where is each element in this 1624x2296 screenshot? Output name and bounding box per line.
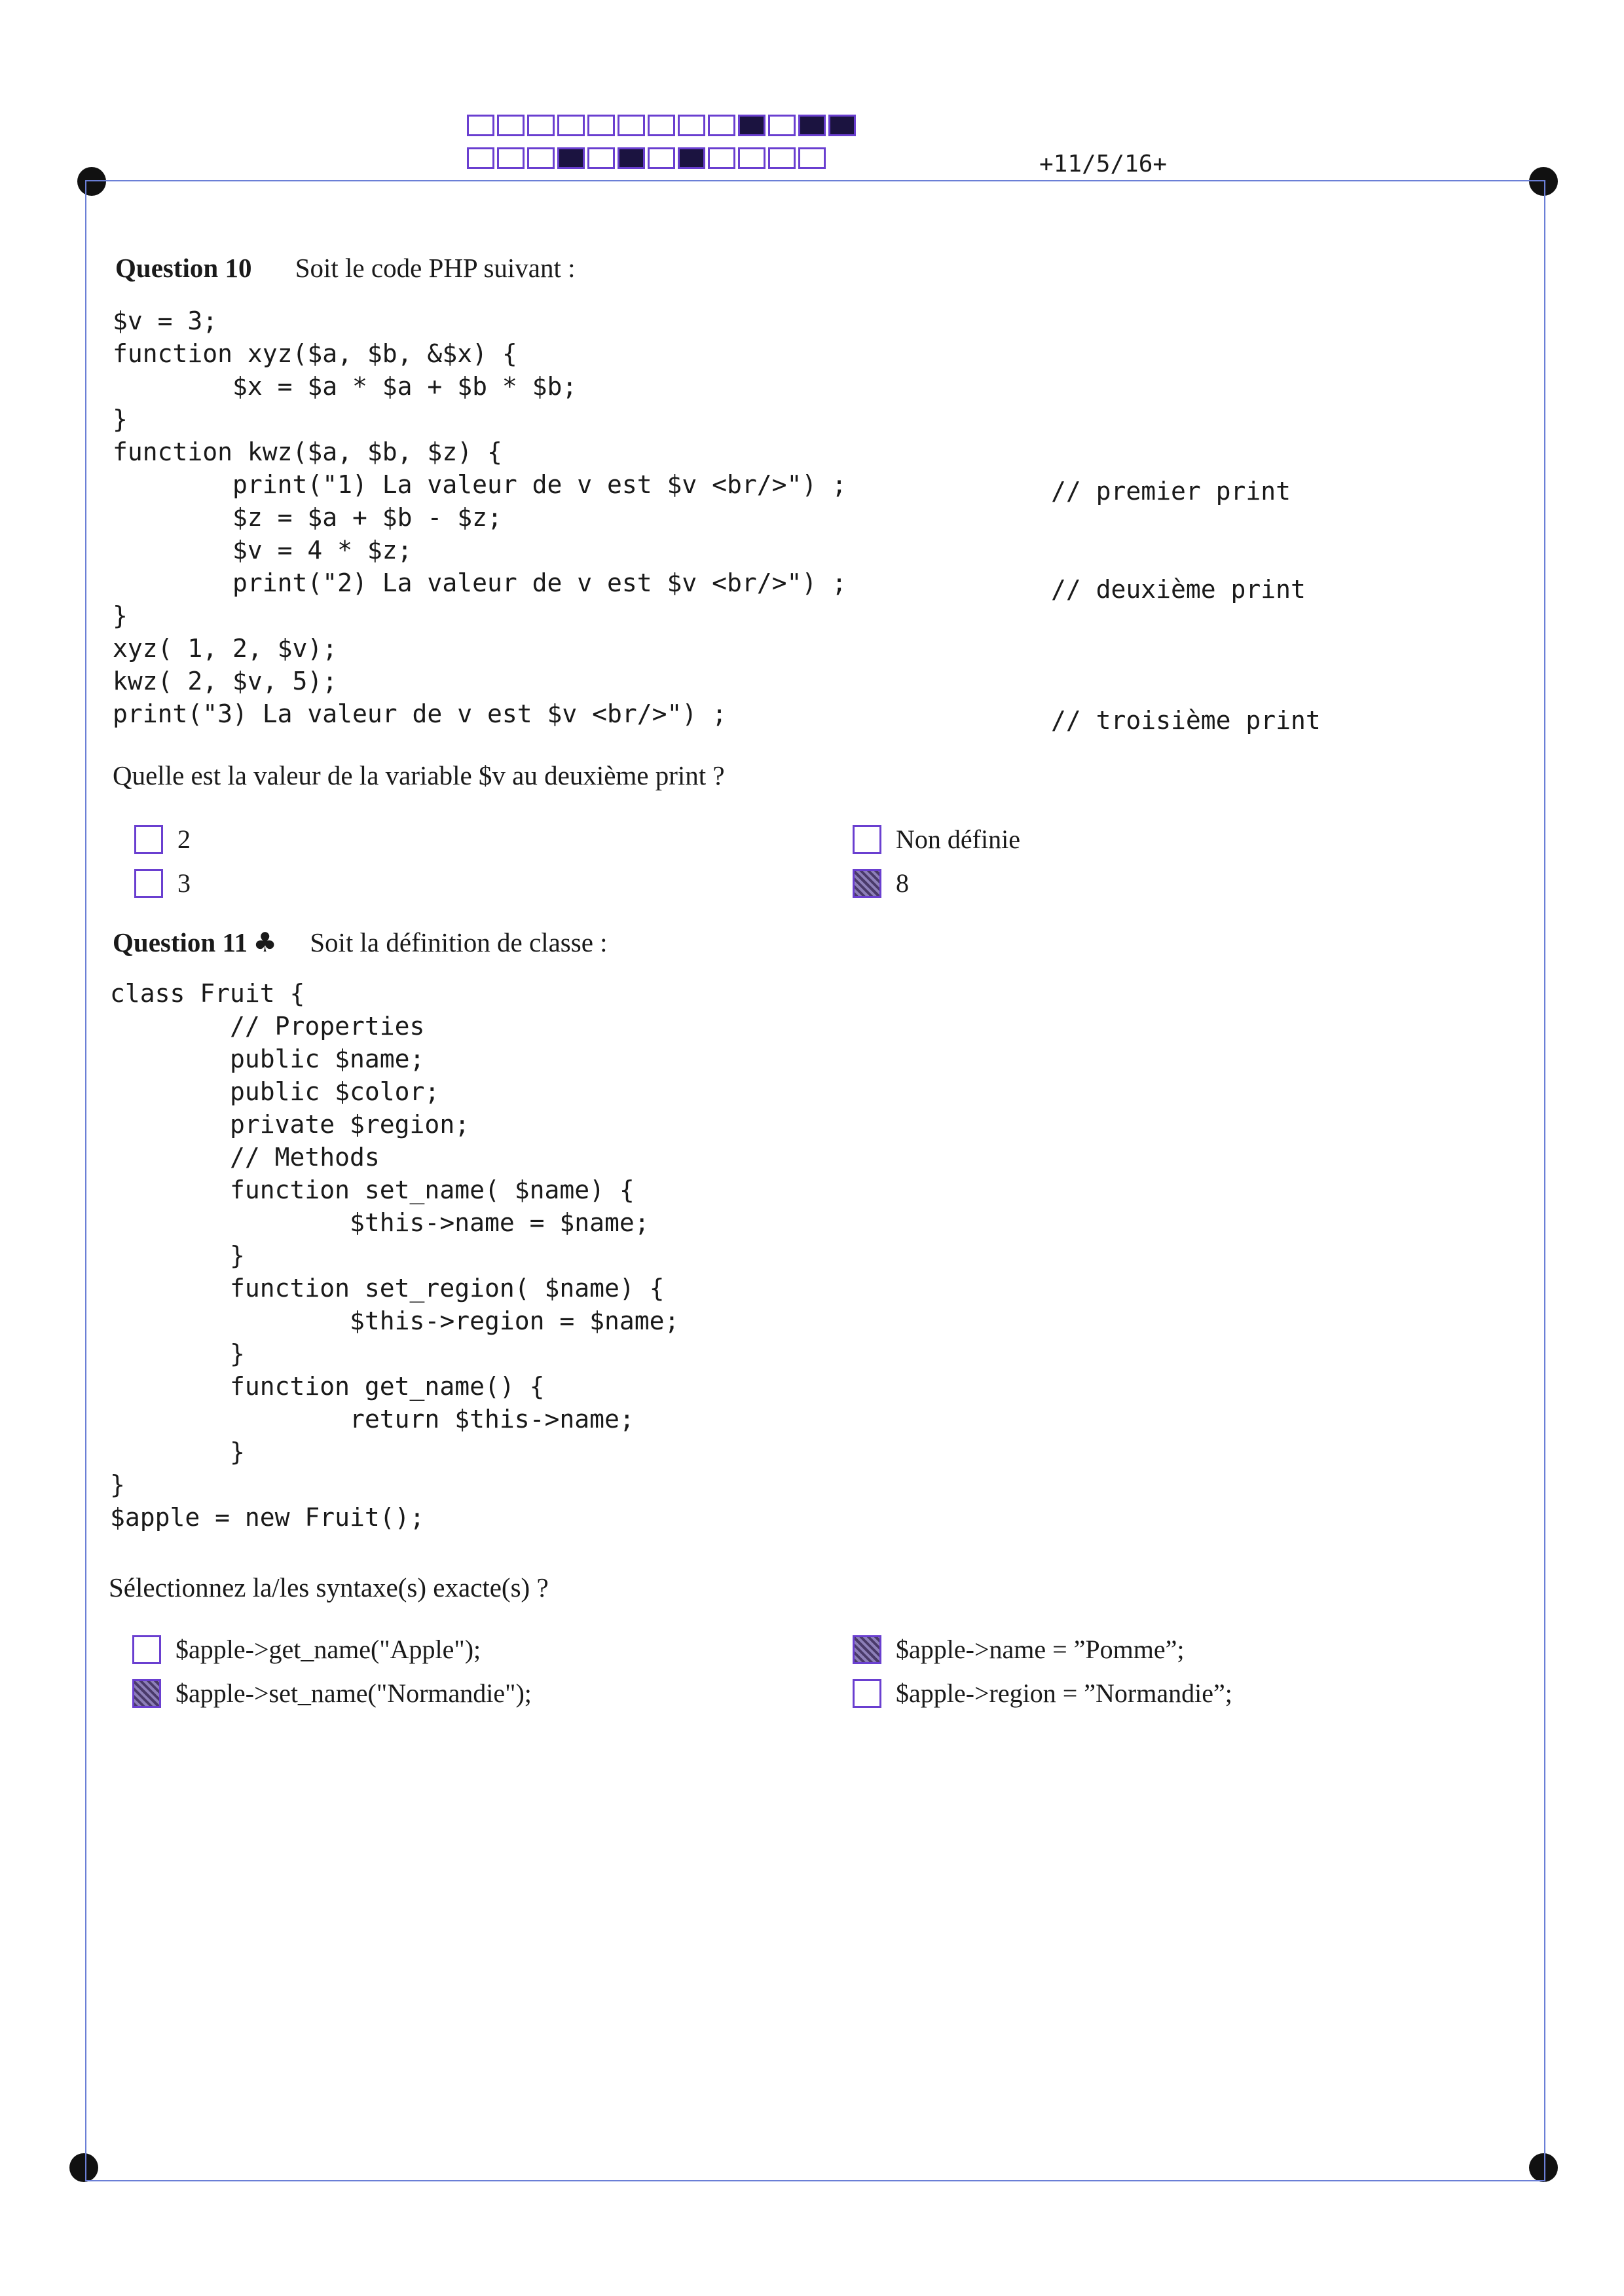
code-line: function get_name() { <box>110 1372 545 1401</box>
question-11-prompt: Sélectionnez la/les syntaxe(s) exacte(s) ? <box>109 1572 549 1602</box>
grid-cell-empty <box>527 147 555 169</box>
comment-premier-print: // premier print <box>1051 477 1291 506</box>
code-line: } <box>110 1437 245 1466</box>
checkbox-checked[interactable] <box>853 869 881 898</box>
code-line: function set_region( $name) { <box>110 1274 665 1303</box>
checkbox[interactable] <box>853 1679 881 1708</box>
code-line: print("1) La valeur de v est $v <br/>") ; <box>113 470 847 499</box>
code-line: $apple = new Fruit(); <box>110 1503 425 1532</box>
checkbox[interactable] <box>132 1635 161 1664</box>
comment-troisieme-print: // troisième print <box>1051 706 1321 735</box>
grid-cell-empty <box>768 147 796 169</box>
code-line: } <box>113 405 128 434</box>
choice-label: Non définie <box>896 824 1020 854</box>
q10-choice-non-definie[interactable] <box>853 824 1020 855</box>
code-line: function set_name( $name) { <box>110 1176 635 1204</box>
question-intro: Soit la définition de classe : <box>310 927 608 957</box>
grid-cell-empty <box>648 115 675 136</box>
grid-cell-filled <box>557 147 585 169</box>
question-number: Question 10 <box>115 253 252 283</box>
grid-cell-empty <box>648 147 675 169</box>
q10-choice-3[interactable] <box>134 868 191 898</box>
code-line: // Properties <box>110 1012 425 1041</box>
question-10-prompt: Quelle est la valeur de la variable $v au deuxième print ? <box>113 760 725 790</box>
grid-cell-filled <box>678 147 705 169</box>
code-line: kwz( 2, $v, 5); <box>113 667 338 695</box>
code-line: } <box>110 1241 245 1270</box>
code-line: public $color; <box>110 1077 440 1106</box>
comment-deuxieme-print: // deuxième print <box>1051 575 1306 604</box>
grid-cell-empty <box>587 147 615 169</box>
q10-choice-2[interactable] <box>134 824 191 855</box>
q10-choice-8[interactable] <box>853 868 909 898</box>
student-code-grid-bottom <box>467 147 828 169</box>
grid-cell-filled <box>738 115 766 136</box>
code-line: // Methods <box>110 1143 380 1172</box>
page-identifier: +11/5/16+ <box>1039 151 1168 177</box>
q11-choice-get-name[interactable] <box>132 1634 481 1665</box>
choice-label: $apple->region = ”Normandie”; <box>896 1678 1232 1708</box>
code-line: $x = $a * $a + $b * $b; <box>113 372 578 401</box>
choice-label: 8 <box>896 868 909 898</box>
choice-label: $apple->set_name("Normandie"); <box>175 1678 532 1708</box>
grid-cell-empty <box>467 147 494 169</box>
code-line: } <box>113 601 128 630</box>
grid-cell-filled <box>798 115 826 136</box>
question-intro: Soit le code PHP suivant : <box>295 253 576 283</box>
checkbox[interactable] <box>134 869 163 898</box>
grid-cell-empty <box>768 115 796 136</box>
code-line: class Fruit { <box>110 979 305 1008</box>
checkbox[interactable] <box>134 825 163 854</box>
code-line: xyz( 1, 2, $v); <box>113 634 338 663</box>
code-line: $this->region = $name; <box>110 1306 680 1335</box>
checkbox-checked[interactable] <box>132 1679 161 1708</box>
choice-label: $apple->get_name("Apple"); <box>175 1635 481 1664</box>
grid-cell-empty <box>798 147 826 169</box>
q11-choice-region-normandie[interactable] <box>853 1678 1232 1709</box>
code-line: $v = 3; <box>113 306 218 335</box>
code-line: function xyz($a, $b, &$x) { <box>113 339 517 368</box>
code-line: } <box>110 1339 245 1368</box>
question-10-heading <box>115 252 576 284</box>
question-number: Question 11 <box>113 927 248 957</box>
grid-cell-empty <box>587 115 615 136</box>
code-line: $z = $a + $b - $z; <box>113 503 502 532</box>
code-line: return $this->name; <box>110 1405 635 1434</box>
grid-cell-empty <box>708 147 735 169</box>
choice-label: $apple->name = ”Pomme”; <box>896 1635 1185 1664</box>
q11-choice-set-name[interactable] <box>132 1678 532 1709</box>
checkbox[interactable] <box>853 825 881 854</box>
choice-label: 2 <box>177 824 191 854</box>
grid-cell-empty <box>678 115 705 136</box>
code-line: print("3) La valeur de v est $v <br/>") ; <box>113 699 727 728</box>
grid-cell-empty <box>497 147 525 169</box>
grid-cell-filled <box>618 147 645 169</box>
question-11-heading <box>113 927 608 958</box>
code-line: print("2) La valeur de v est $v <br/>") ; <box>113 568 847 597</box>
choice-label: 3 <box>177 868 191 898</box>
grid-cell-filled <box>828 115 856 136</box>
grid-cell-empty <box>527 115 555 136</box>
code-line: function kwz($a, $b, $z) { <box>113 437 502 466</box>
student-code-grid-top <box>467 115 858 136</box>
checkbox-checked[interactable] <box>853 1635 881 1664</box>
grid-cell-empty <box>618 115 645 136</box>
code-line: } <box>110 1470 125 1499</box>
code-line: public $name; <box>110 1045 425 1073</box>
code-line: private $region; <box>110 1110 470 1139</box>
club-icon: ♣ <box>253 927 277 958</box>
grid-cell-empty <box>557 115 585 136</box>
code-line: $v = 4 * $z; <box>113 536 413 565</box>
grid-cell-empty <box>738 147 766 169</box>
code-line: $this->name = $name; <box>110 1208 650 1237</box>
grid-cell-empty <box>467 115 494 136</box>
grid-cell-empty <box>497 115 525 136</box>
grid-cell-empty <box>708 115 735 136</box>
q11-choice-name-pomme[interactable] <box>853 1634 1185 1665</box>
